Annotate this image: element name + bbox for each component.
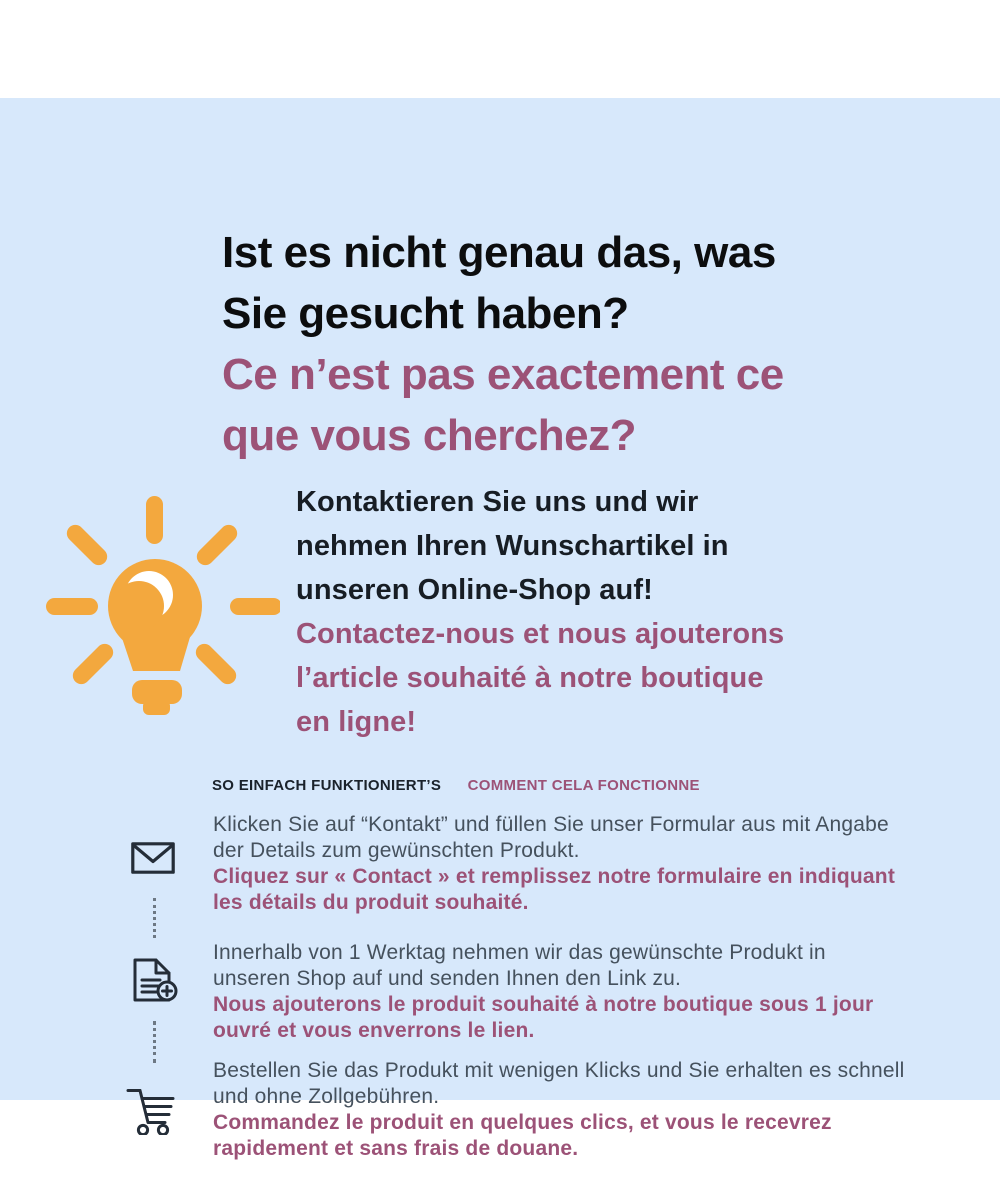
envelope-icon xyxy=(131,842,175,874)
step-1-text xyxy=(213,812,983,916)
step-1-french-line-2: les détails du produit souhaité. xyxy=(213,891,529,914)
headline-german-line-1: Ist es nicht genau das, was xyxy=(222,228,776,277)
step-3-french-line-2: rapidement et sans frais de douane. xyxy=(213,1137,579,1160)
section-header-german: SO EINFACH FUNKTIONIERT’S xyxy=(212,777,442,794)
step-3-french-line-1: Commandez le produit en quelques clics, et vous le recevrez xyxy=(213,1111,832,1134)
step-1-french-line-1: Cliquez sur « Contact » et remplissez notre formulaire en indiquant xyxy=(213,865,896,888)
section-header xyxy=(212,777,700,795)
intro-german-line-1: Kontaktieren Sie uns und wir xyxy=(296,486,699,518)
intro-german-line-3: unseren Online-Shop auf! xyxy=(296,574,653,606)
step-3-german-line-2: und ohne Zollgebühren. xyxy=(213,1085,440,1108)
intro-french-line-3: en ligne! xyxy=(296,706,417,738)
step-2-german-line-2: unseren Shop auf und senden Ihnen den Link zu. xyxy=(213,967,682,990)
section-header-french: COMMENT CELA FONCTIONNE xyxy=(467,777,700,794)
intro-french-line-1: Contactez-nous et nous ajouterons xyxy=(296,618,785,650)
shopping-cart-icon xyxy=(126,1086,175,1135)
dotted-connector xyxy=(153,898,156,938)
headline-german-line-2: Sie gesucht haben? xyxy=(222,289,629,338)
headline-french-line-1: Ce n’est pas exactement ce xyxy=(222,350,784,399)
step-2-german-line-1: Innerhalb von 1 Werktag nehmen wir das gewünschte Produkt in xyxy=(213,941,826,964)
blue-panel xyxy=(0,98,1000,1160)
lightbulb-icon xyxy=(40,492,280,724)
step-3-german-line-1: Bestellen Sie das Produkt mit wenigen Klicks und Sie erhalten es schnell xyxy=(213,1059,905,1082)
dotted-connector xyxy=(153,1021,156,1063)
step-2-text xyxy=(213,940,983,1044)
headline-french-line-2: que vous cherchez? xyxy=(222,411,637,460)
step-1-german-line-1: Klicken Sie auf “Kontakt” und füllen Sie unser Formular aus mit Angabe xyxy=(213,813,889,836)
step-3-text xyxy=(213,1058,983,1162)
step-1-german-line-2: der Details zum gewünschten Produkt. xyxy=(213,839,580,862)
headline xyxy=(222,222,942,466)
intro-text xyxy=(296,480,896,744)
step-2-french-line-1: Nous ajouterons le produit souhaité à notre boutique sous 1 jour xyxy=(213,993,874,1016)
intro-french-line-2: l’article souhaité à notre boutique xyxy=(296,662,764,694)
document-add-icon xyxy=(131,958,178,1003)
step-2-french-line-2: ouvré et vous enverrons le lien. xyxy=(213,1019,535,1042)
intro-german-line-2: nehmen Ihren Wunschartikel in xyxy=(296,530,729,562)
